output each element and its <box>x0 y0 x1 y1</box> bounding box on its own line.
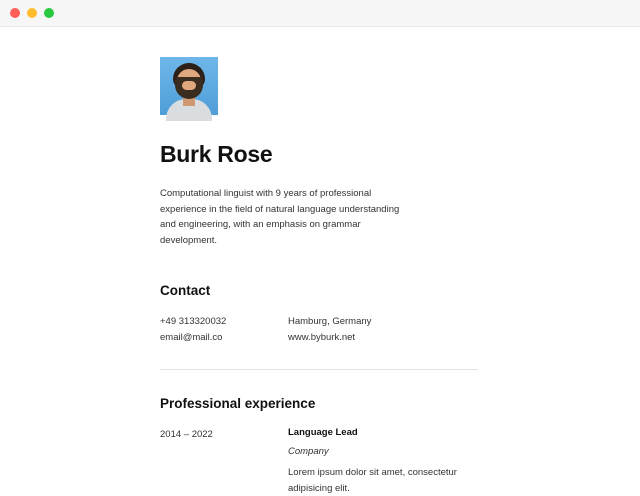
window-titlebar <box>0 0 640 27</box>
contact-location: Hamburg, Germany <box>288 315 372 327</box>
experience-description: Lorem ipsum dolor sit amet, consectetur adipisicing elit. <box>288 466 457 494</box>
resume-content <box>160 57 480 496</box>
contact-column-left <box>160 314 288 347</box>
resume-page <box>0 27 640 496</box>
document-scroll-area[interactable] <box>0 27 640 494</box>
close-button-icon[interactable] <box>10 8 20 18</box>
summary-text: Computational linguist with 9 years of professional experience in the field of natural language understanding and engineering, with an emphasis on grammar development. <box>160 188 400 247</box>
contact-phone[interactable]: +49 313320032 <box>160 315 227 327</box>
contact-column-right <box>288 314 371 347</box>
experience-heading: Professional experience <box>160 395 316 411</box>
avatar <box>160 57 218 115</box>
page-title: Burk Rose <box>160 141 273 167</box>
section-divider <box>160 369 478 370</box>
experience-job-title: Language Lead <box>288 426 358 438</box>
zoom-button-icon[interactable] <box>44 8 54 18</box>
experience-dates: 2014 – 2022 <box>160 428 213 440</box>
avatar-mouth <box>182 81 196 90</box>
contact-website[interactable]: www.byburk.net <box>288 332 356 344</box>
window-controls <box>10 8 54 18</box>
minimize-button-icon[interactable] <box>27 8 37 18</box>
experience-company: Company <box>288 445 329 457</box>
contact-details <box>160 314 480 347</box>
contact-heading: Contact <box>160 282 211 298</box>
experience-details <box>288 427 478 496</box>
contact-email[interactable]: email@mail.co <box>160 332 223 344</box>
experience-entry <box>160 427 480 496</box>
